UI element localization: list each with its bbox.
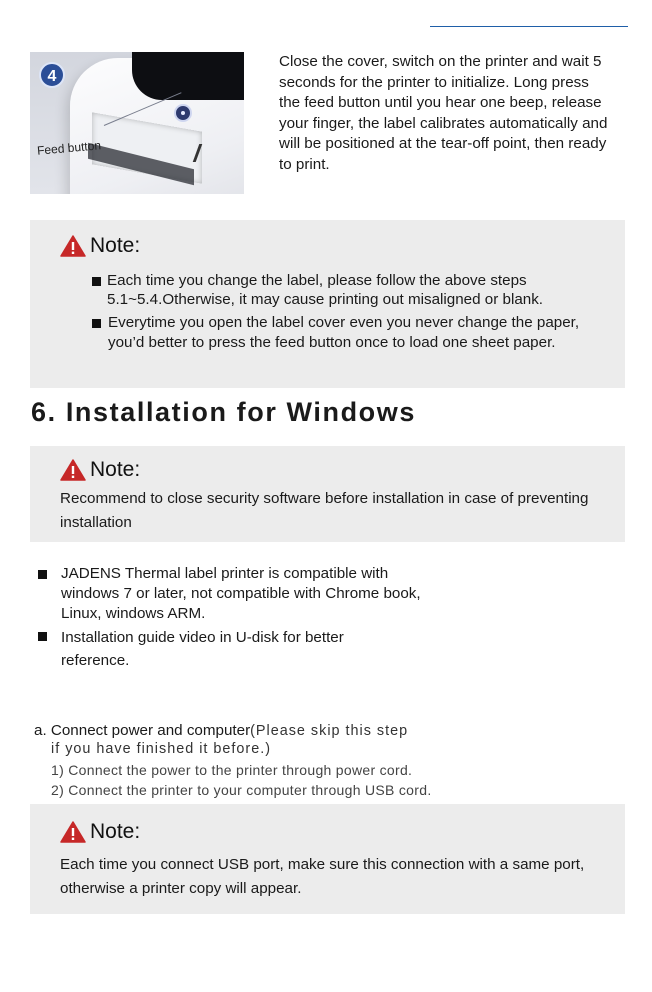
compatibility-text: JADENS Thermal label printer is compatible with windows 7 or later, not compatible with Chrome book, Linux, windows ARM.: [61, 565, 421, 622]
bullet-square-icon: [38, 632, 47, 641]
section-title: 6. Installation for Windows: [31, 397, 416, 427]
note-bullet-2: [92, 313, 592, 353]
bullet-square-icon: [38, 570, 47, 579]
video-guide-text: Installation guide video in U-disk for better reference.: [61, 629, 344, 669]
warning-triangle-icon: [60, 235, 86, 257]
note-title: Note:: [90, 820, 141, 843]
note-bullet-1: [92, 271, 592, 309]
note-header: [60, 820, 140, 844]
step-a-item-2: 2) Connect the printer to your computer through USB cord.: [51, 782, 432, 798]
note-box-security-software: [30, 446, 625, 542]
compatibility-bullet: [38, 564, 438, 624]
printer-feed-button-photo: [30, 52, 244, 194]
note-bullet-text: Each time you change the label, please follow the above steps 5.1~5.4.Otherwise, it may cause printing out misaligned or blank.: [107, 272, 544, 308]
step-badge: 4: [39, 62, 65, 88]
note-header: [60, 234, 140, 258]
note-bullet-text: Everytime you open the label cover even you never change the paper, you’d better to press the feed button once to load one sheet paper.: [108, 314, 580, 351]
step-a-note-continued: if you have finished it before.): [51, 741, 271, 757]
bullet-square-icon: [92, 277, 101, 286]
step-a-item-1: 1) Connect the power to the printer through power cord.: [51, 762, 413, 778]
warning-triangle-icon: [60, 459, 86, 481]
step-a-title: a. Connect power and computer: [34, 722, 251, 739]
step4-instructions: Close the cover, switch on the printer and wait 5 seconds for the printer to initialize. Long press the feed button until you hear one beep, release your finger, the label calibrates automatically and will be positioned at the tear-off point, then ready to print.: [279, 53, 608, 173]
video-guide-bullet: [38, 626, 438, 672]
note-text: Each time you connect USB port, make sure this connection with a same port, otherwise a printer copy will appear.: [60, 856, 585, 897]
feed-button-icon: [174, 104, 192, 122]
note-box-label-change: [30, 220, 625, 388]
step-a-note: (Please skip this step: [250, 723, 409, 739]
feed-button-label: Feed button: [36, 138, 102, 158]
note-title: Note:: [90, 234, 141, 257]
note-box-usb-port: [30, 804, 625, 914]
note-title: Note:: [90, 458, 141, 481]
bullet-square-icon: [92, 319, 101, 328]
warning-triangle-icon: [60, 821, 86, 843]
note-header: [60, 458, 140, 482]
printer-lid: [132, 52, 244, 100]
step-a-heading: [34, 722, 594, 739]
header-rule: [430, 26, 628, 27]
note-text: Recommend to close security software before installation in case of preventing installation: [60, 490, 589, 531]
